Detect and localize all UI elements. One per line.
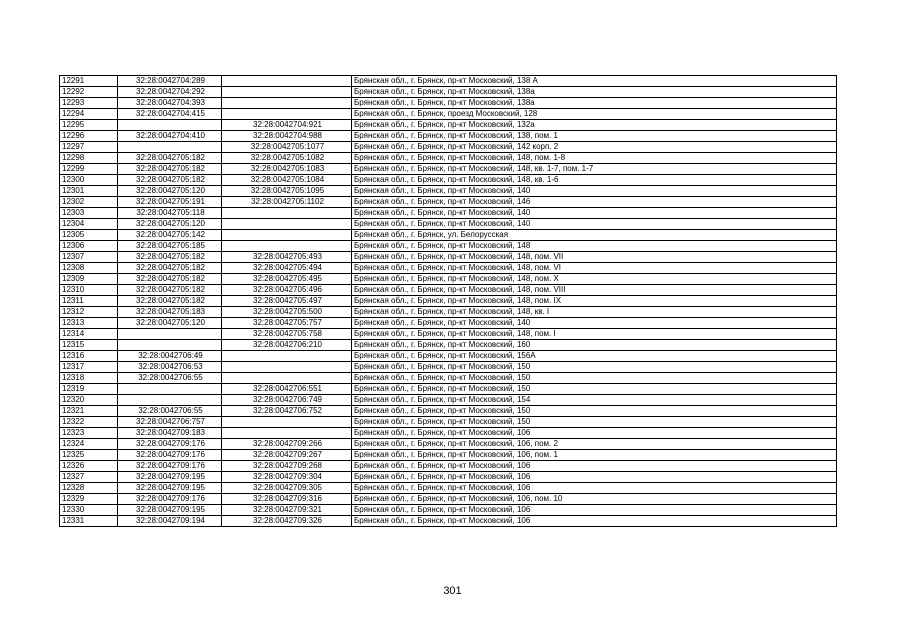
parcel-cadastral-number-cell: 32:28:0042709:195 [118,472,222,483]
building-cadastral-number-cell [222,428,352,439]
table-row [60,307,837,318]
building-cadastral-number-cell: 32:28:0042709:305 [222,483,352,494]
building-cadastral-number-cell: 32:28:0042709:268 [222,461,352,472]
parcel-cadastral-number-cell [118,142,222,153]
table-row [60,373,837,384]
row-number-cell: 12327 [60,472,118,483]
table-body [60,76,837,527]
row-number-cell: 12315 [60,340,118,351]
building-cadastral-number-cell [222,87,352,98]
address-cell: Брянская обл., г. Брянск, пр-кт Московский, 148, кв. I [352,307,837,318]
parcel-cadastral-number-cell: 32:28:0042704:289 [118,76,222,87]
building-cadastral-number-cell: 32:28:0042705:1102 [222,197,352,208]
row-number-cell: 12312 [60,307,118,318]
row-number-cell: 12310 [60,285,118,296]
building-cadastral-number-cell: 32:28:0042705:495 [222,274,352,285]
building-cadastral-number-cell: 32:28:0042706:551 [222,384,352,395]
row-number-cell: 12329 [60,494,118,505]
table-row [60,472,837,483]
row-number-cell: 12330 [60,505,118,516]
building-cadastral-number-cell [222,208,352,219]
address-cell: Брянская обл., г. Брянск, пр-кт Московский, 148, кв. 1-6 [352,175,837,186]
table-row [60,428,837,439]
address-cell: Брянская обл., г. Брянск, пр-кт Московский, 148, пом. VIII [352,285,837,296]
parcel-cadastral-number-cell: 32:28:0042709:183 [118,428,222,439]
table-row [60,142,837,153]
parcel-cadastral-number-cell: 32:28:0042706:49 [118,351,222,362]
table-row [60,219,837,230]
address-cell: Брянская обл., г. Брянск, проезд Московский, 128 [352,109,837,120]
building-cadastral-number-cell [222,373,352,384]
table-row [60,153,837,164]
table-row [60,263,837,274]
parcel-cadastral-number-cell: 32:28:0042705:182 [118,164,222,175]
page-number: 301 [443,585,462,597]
building-cadastral-number-cell: 32:28:0042705:1084 [222,175,352,186]
table-row [60,318,837,329]
table-row [60,362,837,373]
address-cell: Брянская обл., г. Брянск, пр-кт Московский, 140 [352,208,837,219]
parcel-cadastral-number-cell: 32:28:0042704:292 [118,87,222,98]
row-number-cell: 12295 [60,120,118,131]
building-cadastral-number-cell: 32:28:0042706:749 [222,395,352,406]
building-cadastral-number-cell: 32:28:0042706:210 [222,340,352,351]
building-cadastral-number-cell: 32:28:0042705:497 [222,296,352,307]
parcel-cadastral-number-cell: 32:28:0042704:415 [118,109,222,120]
building-cadastral-number-cell: 32:28:0042705:1077 [222,142,352,153]
row-number-cell: 12300 [60,175,118,186]
address-cell: Брянская обл., г. Брянск, пр-кт Московский, 150 [352,362,837,373]
parcel-cadastral-number-cell: 32:28:0042709:176 [118,494,222,505]
address-cell: Брянская обл., г. Брянск, пр-кт Московский, 148, пом. VII [352,252,837,263]
parcel-cadastral-number-cell [118,395,222,406]
table-row [60,417,837,428]
address-cell: Брянская обл., г. Брянск, пр-кт Московский, 148, кв. 1-7, пом. 1-7 [352,164,837,175]
table-row [60,406,837,417]
table-row [60,186,837,197]
row-number-cell: 12292 [60,87,118,98]
parcel-cadastral-number-cell: 32:28:0042705:182 [118,153,222,164]
row-number-cell: 12302 [60,197,118,208]
building-cadastral-number-cell: 32:28:0042705:493 [222,252,352,263]
table-row [60,329,837,340]
table-row [60,395,837,406]
parcel-cadastral-number-cell: 32:28:0042705:120 [118,219,222,230]
row-number-cell: 12301 [60,186,118,197]
table-row [60,439,837,450]
building-cadastral-number-cell [222,219,352,230]
parcel-cadastral-number-cell: 32:28:0042709:176 [118,461,222,472]
address-cell: Брянская обл., г. Брянск, пр-кт Московский, 106 [352,483,837,494]
parcel-cadastral-number-cell: 32:28:0042706:757 [118,417,222,428]
parcel-cadastral-number-cell: 32:28:0042709:176 [118,450,222,461]
parcel-cadastral-number-cell: 32:28:0042704:393 [118,98,222,109]
row-number-cell: 12325 [60,450,118,461]
table-row [60,208,837,219]
building-cadastral-number-cell: 32:28:0042709:321 [222,505,352,516]
building-cadastral-number-cell [222,241,352,252]
table-row [60,461,837,472]
row-number-cell: 12320 [60,395,118,406]
row-number-cell: 12291 [60,76,118,87]
address-cell: Брянская обл., г. Брянск, пр-кт Московский, 140 [352,318,837,329]
building-cadastral-number-cell: 32:28:0042705:1083 [222,164,352,175]
address-cell: Брянская обл., г. Брянск, пр-кт Московский, 106, пом. 1 [352,450,837,461]
parcel-cadastral-number-cell: 32:28:0042705:185 [118,241,222,252]
address-cell: Брянская обл., г. Брянск, пр-кт Московский, 142 корп. 2 [352,142,837,153]
address-cell: Брянская обл., г. Брянск, пр-кт Московский, 106 [352,461,837,472]
building-cadastral-number-cell [222,98,352,109]
row-number-cell: 12316 [60,351,118,362]
row-number-cell: 12321 [60,406,118,417]
cadastral-registry-table [59,75,837,527]
building-cadastral-number-cell: 32:28:0042705:494 [222,263,352,274]
row-number-cell: 12304 [60,219,118,230]
table-row [60,450,837,461]
row-number-cell: 12308 [60,263,118,274]
address-cell: Брянская обл., г. Брянск, пр-кт Московский, 148, пом. 1-8 [352,153,837,164]
parcel-cadastral-number-cell: 32:28:0042704:410 [118,131,222,142]
table-row [60,230,837,241]
table-row [60,131,837,142]
parcel-cadastral-number-cell: 32:28:0042706:55 [118,406,222,417]
table-row [60,351,837,362]
row-number-cell: 12297 [60,142,118,153]
parcel-cadastral-number-cell: 32:28:0042706:53 [118,362,222,373]
parcel-cadastral-number-cell: 32:28:0042705:182 [118,274,222,285]
table-row [60,76,837,87]
row-number-cell: 12298 [60,153,118,164]
building-cadastral-number-cell: 32:28:0042705:758 [222,329,352,340]
row-number-cell: 12299 [60,164,118,175]
building-cadastral-number-cell: 32:28:0042704:988 [222,131,352,142]
address-cell: Брянская обл., г. Брянск, пр-кт Московский, 138 А [352,76,837,87]
parcel-cadastral-number-cell: 32:28:0042705:183 [118,307,222,318]
building-cadastral-number-cell [222,109,352,120]
row-number-cell: 12314 [60,329,118,340]
table-row [60,384,837,395]
parcel-cadastral-number-cell: 32:28:0042709:195 [118,483,222,494]
row-number-cell: 12328 [60,483,118,494]
building-cadastral-number-cell [222,362,352,373]
building-cadastral-number-cell: 32:28:0042709:316 [222,494,352,505]
building-cadastral-number-cell [222,76,352,87]
address-cell: Брянская обл., г. Брянск, пр-кт Московский, 148, пом. VI [352,263,837,274]
parcel-cadastral-number-cell: 32:28:0042705:182 [118,285,222,296]
table-row [60,87,837,98]
building-cadastral-number-cell: 32:28:0042705:500 [222,307,352,318]
row-number-cell: 12305 [60,230,118,241]
parcel-cadastral-number-cell: 32:28:0042709:176 [118,439,222,450]
building-cadastral-number-cell: 32:28:0042709:326 [222,516,352,527]
table-row [60,505,837,516]
table-row [60,296,837,307]
parcel-cadastral-number-cell: 32:28:0042705:120 [118,318,222,329]
parcel-cadastral-number-cell: 32:28:0042705:182 [118,296,222,307]
parcel-cadastral-number-cell: 32:28:0042705:182 [118,252,222,263]
row-number-cell: 12311 [60,296,118,307]
address-cell: Брянская обл., г. Брянск, пр-кт Московский, 138, пом. 1 [352,131,837,142]
address-cell: Брянская обл., г. Брянск, пр-кт Московский, 150 [352,417,837,428]
row-number-cell: 12309 [60,274,118,285]
row-number-cell: 12318 [60,373,118,384]
address-cell: Брянская обл., г. Брянск, пр-кт Московский, 140 [352,219,837,230]
row-number-cell: 12303 [60,208,118,219]
table-row [60,164,837,175]
address-cell: Брянская обл., г. Брянск, пр-кт Московский, 138а [352,87,837,98]
parcel-cadastral-number-cell [118,384,222,395]
address-cell: Брянская обл., г. Брянск, пр-кт Московский, 146 [352,197,837,208]
row-number-cell: 12331 [60,516,118,527]
address-cell: Брянская обл., г. Брянск, пр-кт Московский, 148, пом. I [352,329,837,340]
parcel-cadastral-number-cell: 32:28:0042705:118 [118,208,222,219]
table-row [60,120,837,131]
parcel-cadastral-number-cell: 32:28:0042705:142 [118,230,222,241]
table-row [60,252,837,263]
address-cell: Брянская обл., г. Брянск, пр-кт Московский, 106 [352,472,837,483]
address-cell: Брянская обл., г. Брянск, пр-кт Московский, 150 [352,384,837,395]
building-cadastral-number-cell: 32:28:0042705:757 [222,318,352,329]
address-cell: Брянская обл., г. Брянск, пр-кт Московский, 106 [352,505,837,516]
table-row [60,516,837,527]
row-number-cell: 12326 [60,461,118,472]
address-cell: Брянская обл., г. Брянск, пр-кт Московский, 160 [352,340,837,351]
row-number-cell: 12293 [60,98,118,109]
table-row [60,98,837,109]
parcel-cadastral-number-cell [118,329,222,340]
row-number-cell: 12322 [60,417,118,428]
building-cadastral-number-cell: 32:28:0042704:921 [222,120,352,131]
table-row [60,197,837,208]
address-cell: Брянская обл., г. Брянск, пр-кт Московский, 106, пом. 2 [352,439,837,450]
parcel-cadastral-number-cell: 32:28:0042705:182 [118,263,222,274]
row-number-cell: 12317 [60,362,118,373]
building-cadastral-number-cell [222,351,352,362]
table-row [60,274,837,285]
parcel-cadastral-number-cell: 32:28:0042705:182 [118,175,222,186]
table-row [60,285,837,296]
address-cell: Брянская обл., г. Брянск, пр-кт Московский, 106 [352,428,837,439]
address-cell: Брянская обл., г. Брянск, пр-кт Московский, 132а [352,120,837,131]
building-cadastral-number-cell: 32:28:0042705:496 [222,285,352,296]
row-number-cell: 12296 [60,131,118,142]
parcel-cadastral-number-cell [118,120,222,131]
address-cell: Брянская обл., г. Брянск, пр-кт Московский, 140 [352,186,837,197]
address-cell: Брянская обл., г. Брянск, пр-кт Московский, 156А [352,351,837,362]
table-row [60,175,837,186]
parcel-cadastral-number-cell: 32:28:0042705:120 [118,186,222,197]
row-number-cell: 12323 [60,428,118,439]
table-row [60,340,837,351]
table-row [60,483,837,494]
row-number-cell: 12324 [60,439,118,450]
building-cadastral-number-cell: 32:28:0042706:752 [222,406,352,417]
table-row [60,109,837,120]
building-cadastral-number-cell [222,417,352,428]
address-cell: Брянская обл., г. Брянск, пр-кт Московский, 148 [352,241,837,252]
address-cell: Брянская обл., г. Брянск, пр-кт Московский, 154 [352,395,837,406]
row-number-cell: 12294 [60,109,118,120]
building-cadastral-number-cell: 32:28:0042705:1095 [222,186,352,197]
address-cell: Брянская обл., г. Брянск, пр-кт Московский, 148, пом. X [352,274,837,285]
parcel-cadastral-number-cell: 32:28:0042709:194 [118,516,222,527]
row-number-cell: 12319 [60,384,118,395]
building-cadastral-number-cell: 32:28:0042705:1082 [222,153,352,164]
address-cell: Брянская обл., г. Брянск, пр-кт Московский, 106, пом. 10 [352,494,837,505]
table-row [60,241,837,252]
address-cell: Брянская обл., г. Брянск, ул. Белорусская [352,230,837,241]
address-cell: Брянская обл., г. Брянск, пр-кт Московский, 150 [352,406,837,417]
building-cadastral-number-cell: 32:28:0042709:267 [222,450,352,461]
address-cell: Брянская обл., г. Брянск, пр-кт Московский, 148, пом. IX [352,296,837,307]
row-number-cell: 12313 [60,318,118,329]
address-cell: Брянская обл., г. Брянск, пр-кт Московский, 106 [352,516,837,527]
address-cell: Брянская обл., г. Брянск, пр-кт Московский, 138а [352,98,837,109]
parcel-cadastral-number-cell: 32:28:0042706:55 [118,373,222,384]
row-number-cell: 12307 [60,252,118,263]
building-cadastral-number-cell: 32:28:0042709:304 [222,472,352,483]
parcel-cadastral-number-cell [118,340,222,351]
address-cell: Брянская обл., г. Брянск, пр-кт Московский, 150 [352,373,837,384]
parcel-cadastral-number-cell: 32:28:0042709:195 [118,505,222,516]
parcel-cadastral-number-cell: 32:28:0042705:191 [118,197,222,208]
building-cadastral-number-cell: 32:28:0042709:266 [222,439,352,450]
row-number-cell: 12306 [60,241,118,252]
building-cadastral-number-cell [222,230,352,241]
table-row [60,494,837,505]
